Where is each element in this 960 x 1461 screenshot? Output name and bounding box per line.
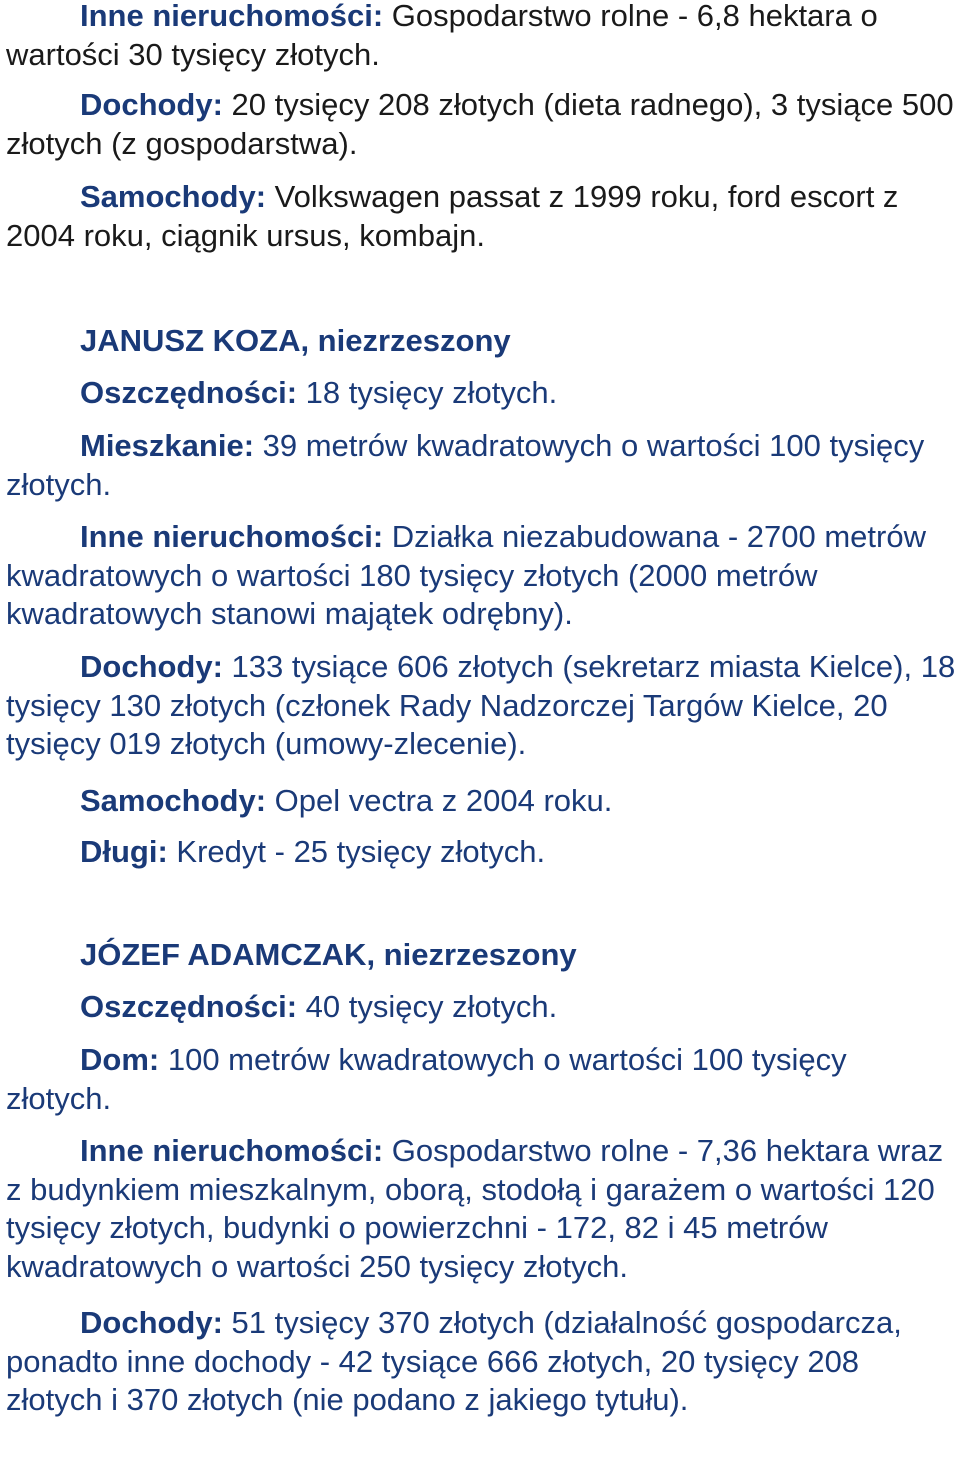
- paragraph-house: [6, 1041, 956, 1118]
- field-value: Działka niezabudowana - 2700 metrów kwadratowych o wartości 180 tysięcy złotych (2000 metrów kwadratowych stanowi majątek odrębny).: [6, 519, 926, 631]
- paragraph-other-property: [6, 1132, 956, 1286]
- paragraph-other-property: [6, 0, 956, 74]
- field-value: 18 tysięcy złotych.: [297, 375, 558, 410]
- paragraph-cars: [6, 178, 956, 255]
- field-label: Samochody:: [80, 783, 267, 818]
- field-label: Inne nieruchomości:: [80, 519, 384, 554]
- field-value: Gospodarstwo rolne - 7,36 hektara wraz z budynkiem mieszkalnym, oborą, stodołą i garażem o wartości 120 tysięcy złotych, budynki o powierzchni - 172, 82 i 45 metrów kwadratowych o wartości 250 tysięcy złotych.: [6, 1133, 944, 1284]
- person-heading-janusz-koza: JANUSZ KOZA, niezrzeszony: [80, 323, 511, 358]
- field-label: Samochody:: [80, 179, 267, 214]
- person-heading-jozef-adamczak: JÓZEF ADAMCZAK, niezrzeszony: [80, 937, 577, 972]
- field-label: Inne nieruchomości:: [80, 1133, 384, 1168]
- field-label: Oszczędności:: [80, 989, 298, 1024]
- field-value: 51 tysięcy 370 złotych (działalność gospodarcza, ponadto inne dochody - 42 tysiące 666 złotych, 20 tysięcy 208 złotych i 370 złotych (nie podano z jakiego tytułu).: [6, 1305, 902, 1417]
- field-value: Opel vectra z 2004 roku.: [266, 783, 613, 818]
- field-value: 40 tysięcy złotych.: [297, 989, 558, 1024]
- field-label: Oszczędności:: [80, 375, 298, 410]
- field-label: Długi:: [80, 834, 168, 869]
- field-value: 39 metrów kwadratowych o wartości 100 tysięcy złotych.: [6, 428, 925, 502]
- field-value: Volkswagen passat z 1999 roku, ford escort z 2004 roku, ciągnik ursus, kombajn.: [6, 179, 899, 253]
- field-label: Dom:: [80, 1042, 160, 1077]
- paragraph-savings: [6, 374, 956, 413]
- field-label: Dochody:: [80, 649, 223, 684]
- field-label: Mieszkanie:: [80, 428, 255, 463]
- paragraph-other-property: [6, 518, 956, 634]
- paragraph-savings: [6, 988, 956, 1027]
- paragraph-debts: [6, 833, 956, 872]
- paragraph-cars: [6, 782, 956, 821]
- field-value: 133 tysiące 606 złotych (sekretarz miasta Kielce), 18 tysięcy 130 złotych (członek Rady Nadzorczej Targów Kielce, 20 tysięcy 019 złotych (umowy-zlecenie).: [6, 649, 956, 761]
- paragraph-income: [6, 648, 956, 764]
- field-value: 100 metrów kwadratowych o wartości 100 tysięcy złotych.: [6, 1042, 847, 1116]
- field-label: Dochody:: [80, 1305, 223, 1340]
- paragraph-apartment: [6, 427, 956, 504]
- field-value: Kredyt - 25 tysięcy złotych.: [167, 834, 546, 869]
- field-value: Gospodarstwo rolne - 6,8 hektara o wartości 30 tysięcy złotych.: [6, 0, 878, 72]
- paragraph-income: [6, 1304, 956, 1420]
- field-value: 20 tysięcy 208 złotych (dieta radnego), 3 tysiące 500 złotych (z gospodarstwa).: [6, 87, 954, 161]
- paragraph-income: [6, 86, 956, 163]
- field-label: Dochody:: [80, 87, 223, 122]
- field-label: Inne nieruchomości:: [80, 0, 384, 33]
